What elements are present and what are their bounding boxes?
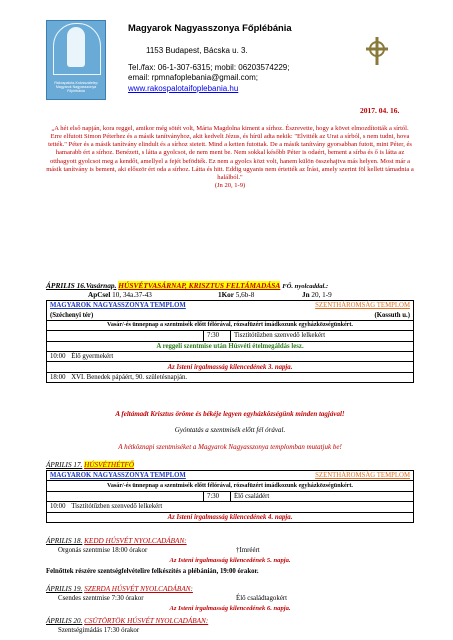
mass-time: 18:00 [50,373,66,381]
parish-name: Magyarok Nagyasszonya Főplébánia [128,22,292,33]
day3-heading [46,537,414,545]
parish-website-link[interactable]: www.rakospalotaifoplebania.hu [128,83,239,93]
celtic-cross-icon [362,36,392,66]
mass-time: 7:30 [204,491,231,501]
church2-location: (Kossuth u.) [374,311,410,319]
table-row [47,301,414,311]
mass-intention: Tisztítótűzben szenvedő lelkekért [71,503,163,511]
day1-date: ÁPRILIS 16.Vasárnap. [46,281,117,290]
day4-title: SZERDA HÚSVÉT NYOLCADÁBAN: [84,585,193,593]
day1-schedule-table [46,300,414,383]
mercy-novena-note: Az Isteni irgalmasság kilencedének 5. napja. [169,557,291,564]
table-row [47,481,414,491]
mass-row [47,372,414,382]
day1-title: HÚSVÉTVASÁRNAP, KRISZTUS FELTÁMADÁSA [118,281,281,290]
mercy-novena-note: Az Isteni irgalmasság kilencedének 6. napja. [169,605,291,612]
day3-date: ÁPRILIS 18. [46,537,83,545]
mass-description: Csendes szentmise 7:30 órakor [58,595,144,602]
reading3-label: Jn [302,291,310,299]
church-header-cell [47,471,414,481]
table-row [47,320,414,330]
gospel-reference: (Jn 20, 1-9) [214,182,246,190]
table-row [47,502,414,512]
mass-row [47,502,414,512]
church-sub-cell [47,310,414,320]
adoration-description: Szentségimádás 17:30 órakor [58,627,140,634]
table-row [47,331,414,341]
reading1-label: ApCsel [88,291,111,299]
adult-sacrament-notice: Felnőttek részére szentségfelvételire felkészítés a plébánián, 19:00 órakor. [46,568,259,575]
day2-title: HÚSVÉTHÉTFŐ [84,461,135,469]
day1-heading [46,281,414,290]
reading2-ref: 5,6b-8 [235,291,255,299]
church1-name: MAGYAROK NAGYASSZONYA TEMPLOM [50,302,186,310]
day4-date: ÁPRILIS 19. [46,585,83,593]
confession-note: Vasár/-és ünnepnap a szentmisék előtt félórával, rózsafüzért imádkozunk egyházközségünkért. [47,320,414,330]
parish-logo [46,20,106,100]
reading1-ref: 10, 34a.37-43 [112,291,152,299]
parish-header [128,22,338,94]
confession-note: Vasár/-és ünnepnap a szentmisék előtt félórával, rózsafüzért imádkozunk egyházközségünkért. [47,481,414,491]
church1-name: MAGYAROK NAGYASSZONYA TEMPLOM [50,472,186,480]
mass-intention: †Imréért [236,547,260,554]
logo-text: Rákospalota-Kulcsszátelep Magyarok Nagyasszonya Főplébánia [54,81,98,94]
mass-description: Orgonás szentmise 18:00 órakor [58,547,148,554]
church-header-cell [47,301,414,311]
table-row [47,351,414,361]
church1-location: (Széchenyi tér) [50,311,94,319]
table-row [47,341,414,351]
reading3-ref: 20, 1-9 [311,291,332,299]
day5-title: CSÜTÖRTÖK HÚSVÉT NYOLCADÁBAN: [84,617,209,625]
mass-intention: Tisztítótűzben szenvedő lelkekért [231,331,414,341]
confession-message: Gyóntatás a szentmisék előtt fél órával. [174,426,286,434]
table-row [47,372,414,382]
table-row [47,471,414,481]
mercy-novena-note: Az Isteni irgalmasság kilencedének 3. napja. [47,362,414,372]
gospel-quote [46,125,414,190]
day5-date: ÁPRILIS 20. [46,617,83,625]
table-row [47,310,414,320]
day4-heading [46,585,414,593]
mercy-novena-note: Az Isteni irgalmasság kilencedének 4. napja. [47,512,414,522]
table-row [47,491,414,501]
day1-suffix: FŐ. nyolcaddal.: [282,283,329,290]
table-row [47,512,414,522]
mass-time: 7:30 [204,331,231,341]
mass-intention: Élő családért [231,491,414,501]
day2-heading [46,461,414,469]
table-row [47,362,414,372]
madonna-figure-icon [67,27,85,67]
parish-address: 1153 Budapest, Bácska u. 3. [146,46,248,55]
mass-row [47,351,414,361]
day2-date: ÁPRILIS 17. [46,461,83,469]
reading2-label: 1Kor [218,291,234,299]
mass-time: 10:00 [50,503,66,511]
mass-intention: XVI. Benedek pápáért, 90. születésnapján. [71,373,188,381]
weekday-mass-message: A hétköznapi szentmiséket a Magyarok Nagyasszonya templomban mutatjuk be! [118,443,342,451]
bulletin-date: 2017. 04. 16. [360,106,400,115]
blessing-note: A reggeli szentmise után Húsvéti ételmegáldás lesz. [47,341,414,351]
gospel-text: „A hét első napján, kora reggel, amikor még sötét volt, Mária Magdolna kiment a sírhoz. Észrevette, hogy a követ elmozdították a sírtól. Erre elfutott Simon Péterhez és a másik tanítványhoz, akit kedvelt Jézus, és hírül adta nekik: "Elvitték az Urat a sírból, s nem tudni, hova tették." Péter és a másik tanítvány elindult és a sírhoz sietett. Mind a ketten futottak. De a másik tanítvány gyorsabban futott, mint Péter, és hamarabb ért a sírhoz. Benézett, s látta a gyolcsot, de nem ment be. Nem sokkal később Péter is odaért, bement a sírba és ő is látta az otthagyott gyolcsot meg a kendőt, amellyel a fejét befödték. Ez nem a gyolcs közt volt, hanem külön összehajtva más helyen. Most már a másik tanítvány is bement, aki először ért oda a sírhoz. Látta és hitt. Eddig ugyanis nem értették az Írást, amely szerint föl kellett támadnia a halálból." [46,125,414,181]
parish-email: email: rpmnafoplebania@gmail.com; [128,73,258,83]
parish-phone: Tel./fax: 06-1-307-6315; mobil: 06203574229; [128,62,290,72]
mass-time: 10:00 [50,353,66,361]
day5-heading [46,617,414,625]
day2-schedule-table [46,470,414,523]
mass-intention: Élő gyermekért [71,353,114,361]
church2-name: SZENTHÁROMSÁG TEMPLOM [315,472,410,480]
mass-intention: Élő családtagokért [236,595,288,602]
day3-title: KEDD HÚSVÉT NYOLCADÁBAN: [84,537,187,545]
easter-greeting: A feltámadt Krisztus öröme és békéje legyen egyházközségünk minden tagjával! [115,410,345,418]
church2-name: SZENTHÁROMSÁG TEMPLOM [315,302,410,310]
